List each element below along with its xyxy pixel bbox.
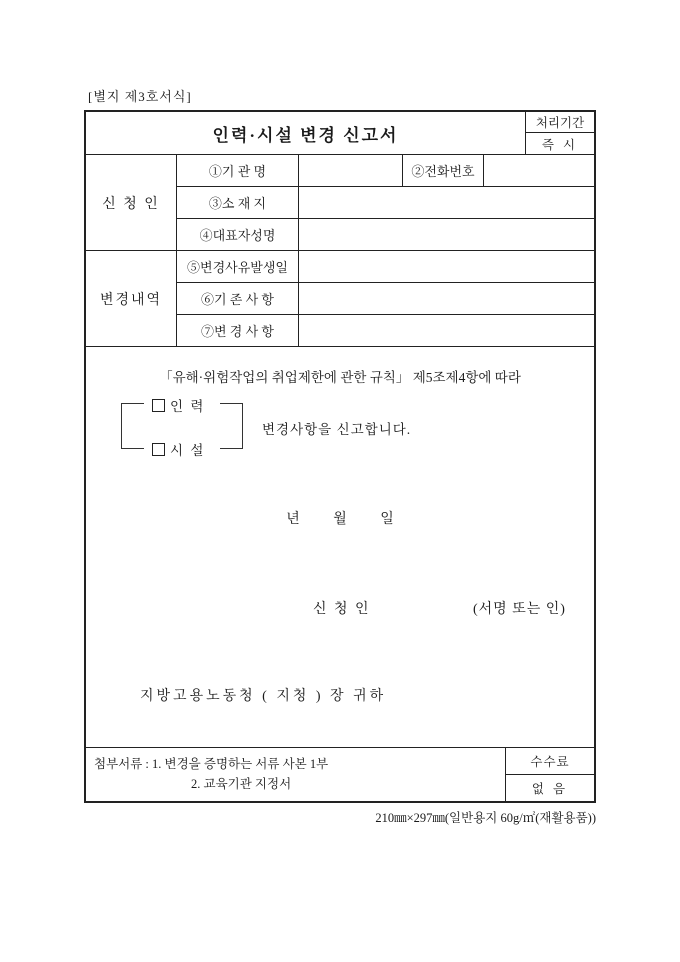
representative-label: ④대표자성명 [177,219,299,250]
change-date-row [177,251,594,282]
attachments-line-1: 첨부서류 : 1. 변경을 증명하는 서류 사본 1부 [94,757,329,771]
applicant-section-label: 신 청 인 [86,155,177,250]
address-label: ③소 재 지 [177,187,299,218]
change-date-input[interactable] [299,251,594,282]
applicant-signature-label: 신 청 인 [313,602,371,617]
phone-label: ②전화번호 [403,155,484,186]
attachments-line-2: 2. 교육기관 지정서 [191,777,292,791]
paper-spec-note: 210㎜×297㎜(일반용지 60g/㎡(재활용품)) [375,811,596,825]
form-title: 인력·시설 변경 신고서 [212,125,399,145]
option-bracket-right [220,403,243,449]
facility-option [150,439,207,459]
change-date-label: ⑤변경사유발생일 [177,251,299,282]
processing-period-label: 처리기간 [526,112,594,133]
existing-row [177,282,594,314]
date-line [86,508,594,528]
personnel-checkbox[interactable] [152,399,165,412]
representative-input[interactable] [299,219,594,250]
option-bracket-left [121,403,144,449]
org-name-label: ①기 관 명 [177,155,299,186]
recipient-line: 지방고용노동청 ( 지청 ) 장 귀하 [140,689,387,704]
org-name-input[interactable] [299,155,403,186]
signature-note: (서명 또는 인) [473,602,566,617]
fee-label: 수수료 [506,748,594,775]
fee-value: 없 음 [531,782,569,796]
org-name-row [177,155,594,186]
existing-label: ⑥기 존 사 항 [177,283,299,314]
change-details-section [86,251,594,347]
day-label: 일 [380,512,394,527]
applicant-section [86,155,594,251]
personnel-option-label: 인 력 [170,399,206,414]
form-code-label: [별지 제3호서식] [88,89,192,104]
title-row [86,112,594,155]
year-label: 년 [286,512,300,527]
changed-label: ⑦변 경 사 항 [177,315,299,346]
facility-option-label: 시 설 [170,443,206,458]
attachments-strip [86,748,594,801]
attachments-cell [86,748,505,801]
existing-input[interactable] [299,283,594,314]
declaration-text: 변경사항을 신고합니다. [262,422,412,437]
address-input[interactable] [299,187,594,218]
changed-row [177,314,594,346]
change-section-label: 변경내역 [86,251,177,346]
representative-row [177,218,594,250]
rule-text: 「유해·위험작업의 취업제한에 관한 규칙」 제5조제4항에 따라 [159,370,521,385]
changed-input[interactable] [299,315,594,346]
processing-period-value: 즉 시 [541,137,579,152]
facility-checkbox[interactable] [152,443,165,456]
form-table [84,110,596,803]
month-label: 월 [333,512,347,527]
phone-input[interactable] [484,155,594,186]
declaration-body [86,347,594,748]
personnel-option [150,395,207,415]
processing-period-column [525,112,594,154]
address-row [177,186,594,218]
fee-column [505,748,594,801]
